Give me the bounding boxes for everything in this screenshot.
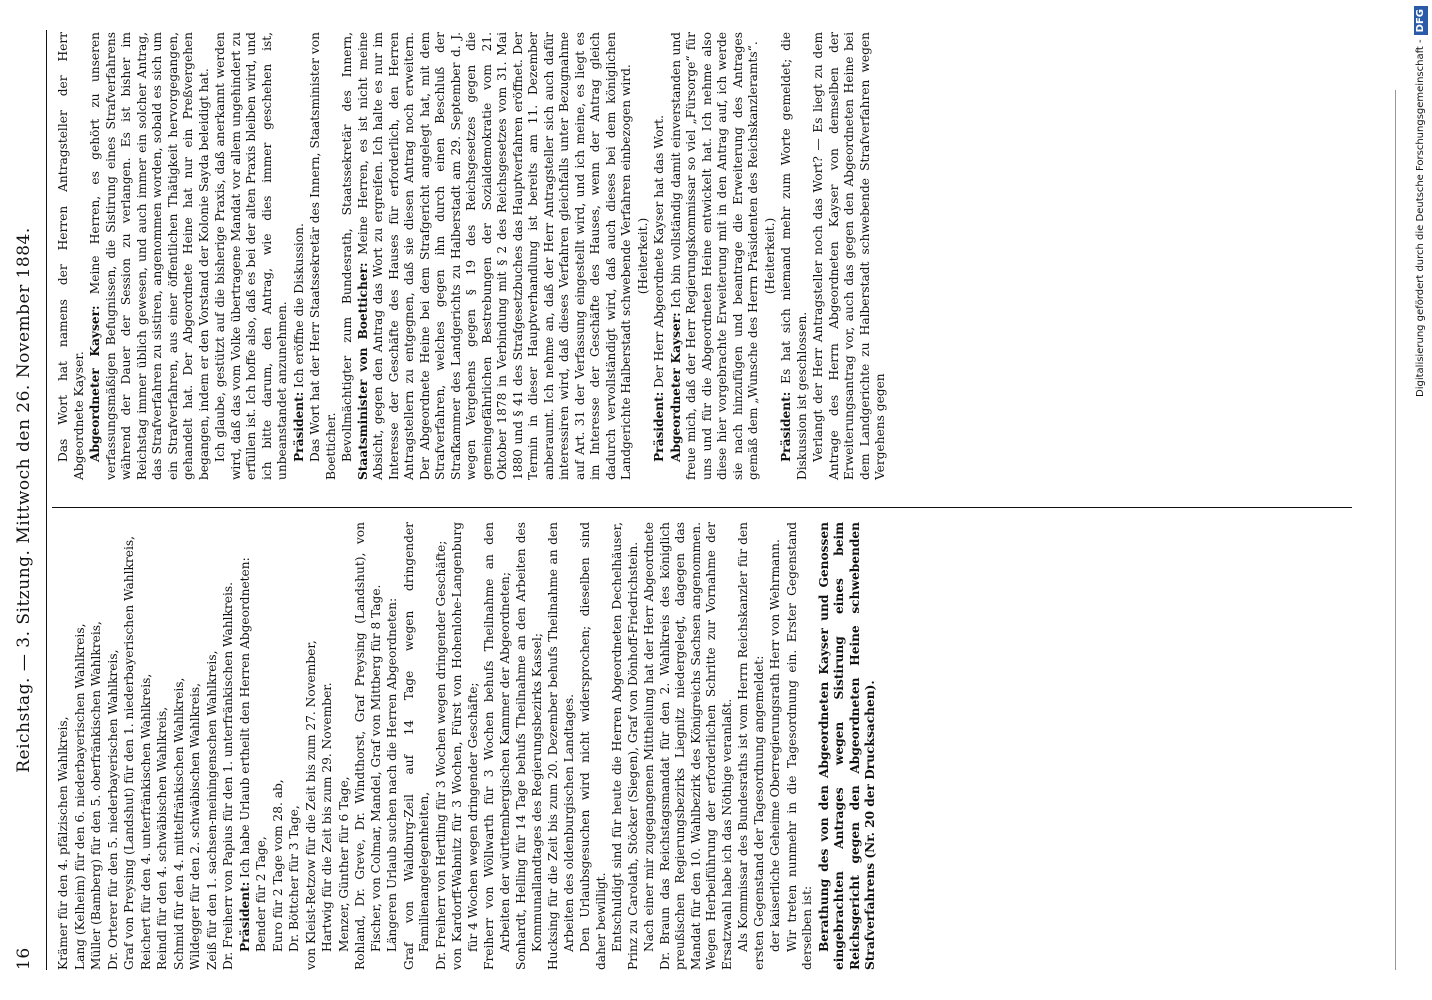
right-paragraph: Präsident: Der Herr Abgeordnete Kayser hat das Wort. (652, 115, 666, 462)
left-paragraph: Den Urlaubsgesuchen wird nicht widersprochen; dieselben sind daher bewilligt. (578, 522, 608, 970)
column-divider (52, 507, 1352, 508)
left-paragraph: Sonhardt, Helling für 14 Tage behufs Theilnahme an den Arbeiten des Kommunallandtages des Regierungsbezirks Kassel; (514, 522, 544, 970)
left-paragraph: Menzer, Günther für 6 Tage, (336, 776, 351, 952)
left-paragraph: Bender für 2 Tage, (254, 836, 268, 952)
right-paragraph: Ich glaube, gestützt auf die bisherige Praxis, daß anerkannt werden wird, daß das vom Volke übertragene Mandat vor allem ungehindert zu erfüllen ist. Ich hoffe also, daß es bei der alten Praxis bleiben wird, und ich bitte darum, den Antrag, wie dies immer geschehen ist, unbeanstandet anzunehmen. (213, 32, 289, 480)
scan-edge-line (1395, 90, 1396, 970)
left-paragraph: Wildegger für den 2. schwäbischen Wahlkreis, (188, 682, 202, 970)
speaker-lead: Abgeordneter Kayser: (668, 312, 683, 462)
left-paragraph: Euro für 2 Tage vom 28. ab, (270, 779, 285, 952)
page-header (14, 30, 44, 970)
left-paragraph: Reindl für den 4. schwäbischen Wahlkreis, (155, 706, 169, 970)
left-column (56, 522, 880, 970)
right-paragraph: Präsident: Es hat sich niemand mehr zum Worte gemeldet; die Diskussion ist geschlossen. (779, 32, 809, 480)
left-paragraph: Längeren Urlaub suchen nach die Herren Abgeordneten: (385, 597, 399, 952)
right-paragraph: Bevollmächtigter zum Bundesrath, Staatssekretär des Innern, Staatsminister von Boetticher: Meine Herren, es ist nicht meine Absicht, gegen den Antrag das Wort zu ergreifen. Ich halte es nur im Interesse der Geschäfte des Hauses für erforderlich, den Herren Antragstellern zu entgegnen, daß sie diesen Antrag noch erweitern. Der Abgeordnete Heine bei dem Strafgericht angelegt hat, mit dem Strafverfahren, welches gegen ihn durch einen Beschluß der Strafkammer des Landgerichts zu Halberstadt am 29. September d. J. wegen Vergehens gegen § 19 des Reichsgesetzes gegen die gemeingefährlichen Bestrebungen der Sozialdemokratie vom 21. Oktober 1878 in Verbindung mit § 2 des Reichsgesetzes vom 31. Mai 1880 und § 41 des Strafgesetzbuches das Hauptverfahren eröffnet. Der Termin in dieser Hauptverhandlung ist bereits am 11. Dezember anberaumt. Ich nehme an, daß der Herr Antragsteller sich auch dafür interessiren wird, daß dieses Verfahren gleichfalls unter Bezugnahme auf Art. 31 der Verfassung eingestellt wird, und ich meine, es liegt es im Interesse der Geschäfte des Hauses, wenn der Antrag gleich dadurch vervollständigt wird, daß auch dieses bei dem königlichen Landgerichte Halberstadt schwebende Verfahren einbezogen wird. (340, 32, 633, 480)
left-paragraph: Zeiß für den 1. sachsen-meiningenschen Wahlkreis, (204, 650, 219, 970)
left-paragraph: Dr. Freiherr von Papius für den 1. unterfränkischen Wahlkreis. (221, 582, 235, 970)
dfg-banner-text: Digitalisierung gefördert durch die Deutsche Forschungsgemeinschaft - (1415, 39, 1426, 397)
left-paragraph: Rohland, Dr. Greve, Dr. Windthorst, Graf Preysing (Landshut), von Fischer, von Colmar, Mandel, Graf von Mittberg für 8 Tage. (353, 522, 383, 970)
dfg-side-banner (1410, 0, 1432, 1000)
speaker-lead: Abgeordneter Kayser: (88, 305, 102, 462)
left-paragraph: Berathung des von den Abgeordneten Kayser und Genossen eingebrachten Antrages wegen Sistirung eines beim Reichsgericht gegen den Abgeordneten Heine schwebenden Strafverfahrens (Nr. 20 der Drucksachen). (816, 522, 877, 970)
speaker-lead: Präsident: (652, 391, 666, 462)
left-paragraph: von Kleist-Retzow für die Zeit bis zum 27. November, (303, 640, 318, 970)
right-paragraph: Abgeordneter Kayser: Meine Herren, es gehört zu unseren verfassungsmäßigen Befugnissen, die Sistirung eines Strafverfahrens während der Dauer der Session zu verlangen. Es ist bisher im Reichstag immer üblich gewesen, und auch immer ein solcher Antrag, das Strafverfahren zu sistiren, angenommen worden, sobald es sich um ein Strafverfahren, aus einer öffentlichen Thätigkeit hervorgegangen, gehandelt hat. Der Abgeordnete Heine hat nur ein Preßvergehen begangen, indem er den Vorstand der Kolonie Sayda beleidigt hat. (88, 32, 211, 480)
left-paragraph: Müller (Bamberg) für den 5. oberfränkischen Wahlkreis, (89, 621, 103, 970)
dfg-logo: DFG (1414, 6, 1428, 35)
speaker-lead: Präsident: (779, 391, 793, 462)
speaker-lead: Präsident: (237, 881, 252, 952)
left-paragraph: Dr. Orterer für den 5. niederbayerischen Wahlkreis, (105, 649, 120, 970)
left-paragraph: Hartwig für die Zeit bis zum 29. November. (320, 682, 334, 952)
left-paragraph: Dr. Freiherr von Hertling für 3 Wochen wegen dringender Geschäfte; (433, 540, 448, 970)
left-paragraph: Präsident: Ich habe Urlaub ertheilt den Herren Abgeordneten: (237, 557, 252, 952)
right-paragraph: Präsident: Ich eröffne die Diskussion. (291, 223, 306, 462)
page-title: Reichstag. — 3. Sitzung. Mittwoch den 26. November 1884. (14, 227, 34, 773)
left-paragraph: Graf von Preysing (Landshut) für den 1. niederbayerischen Wahlkreis, (122, 536, 136, 970)
page-number: 16 (14, 947, 34, 970)
left-paragraph: Dr. Böttcher für 3 Tage, (287, 805, 301, 952)
left-paragraph: Krämer für den 4. pfälzischen Wahlkreis, (56, 716, 70, 970)
left-paragraph: Reichert für den 4. unterfränkischen Wahlkreis, (138, 673, 153, 970)
left-paragraph: der kaiserliche Geheime Oberregierungsrath Herr von Wehrmann. (768, 539, 782, 952)
right-paragraph: (Heiterkeit.) (635, 217, 650, 295)
left-paragraph: von Kardorff-Wabnitz für 3 Wochen, Fürst von Hohenlohe-Langenburg für 4 Wochen wegen dringender Geschäfte; (450, 522, 480, 970)
left-paragraph: Als Kommissar des Bundesraths ist vom Herrn Reichskanzler für den ersten Gegenstand der Tagesordnung angemeldet: (736, 522, 766, 970)
right-column (56, 32, 890, 480)
right-paragraph: Das Wort hat namens der Herren Antragsteller der Herr Abgeordnete Kayser. (56, 32, 86, 480)
left-paragraph: Freiherr von Wöllwarth für 3 Wochen behufs Theilnahme an den Arbeiten der württembergischen Kammer der Abgeordneten; (482, 522, 512, 970)
left-paragraph: Lang (Kelheim) für den 6. niederbayerischen Wahlkreis, (72, 623, 87, 970)
left-paragraph: Schmid für den 4. mittelfränkischen Wahlkreis, (171, 677, 186, 970)
speaker-lead: Staatsminister von Boetticher: (355, 262, 370, 480)
left-paragraph: Graf von Waldburg-Zeil auf 14 Tage wegen dringender Familienangelegenheiten, (401, 522, 431, 970)
left-paragraph: Entschuldigt sind für heute die Herren Abgeordneten Dechelhäuser, Prinz zu Carolath, Stöcker (Siegen), Graf von Dönhoff-Friedrichstein. (610, 522, 640, 970)
left-paragraph: Hucksing für die Zeit bis zum 20. Dezember behufs Theilnahme an den Arbeiten des oldenburgischen Landtages. (546, 522, 576, 970)
right-paragraph: Verlangt der Herr Antragsteller noch das Wort? — Es liegt zu dem Antrage des Herrn Abgeordneten Kayser von demselben der Erweiterungsantrag vor, auch das gegen den Abgeordneten Heine bei dem Landgerichte zu Halberstadt schwebende Strafverfahren wegen Vergehens gegen (811, 32, 887, 480)
left-paragraph: Nach einer mir zugegangenen Mittheilung hat der Herr Abgeordnete Dr. Braun das Reichstagsmandat für den 2. Wahlkreis des königlich preußischen Regierungsbezirks Liegnitz niedergelegt, dagegen das Mandat für den 10. Wahlbezirk des Königreichs Sachsen angenommen. Wegen Herbeiführung der erforderlichen Schritte zur Vornahme der Ersatzwahl habe ich das Nöthige veranlaßt. (642, 522, 734, 970)
right-paragraph: (Heiterkeit.) (762, 217, 777, 295)
header-rule (46, 30, 47, 970)
left-paragraph: Wir treten nunmehr in die Tagesordnung ein. Erster Gegenstand derselben ist: (784, 522, 814, 970)
right-paragraph: Das Wort hat der Herr Staatssekretär des Innern, Staatsminister von Boetticher. (308, 32, 338, 480)
right-paragraph: Abgeordneter Kayser: Ich bin vollständig damit einverstanden und freue mich, daß der Herr Regierungskommissar so viel „Fürsorge“ für uns und für die Abgeordneten Heine entwickelt hat. Ich nehme also diese hier vorgebrachte Erweiterung mit in den Antrag auf, ich werde sie nach hinzufügen und beantrage die Erweiterung des Antrages gemäß dem „Wunsche des Herrn Präsidenten des Reichskanzleramts“. (668, 32, 760, 480)
speaker-lead: Präsident: (291, 391, 306, 462)
